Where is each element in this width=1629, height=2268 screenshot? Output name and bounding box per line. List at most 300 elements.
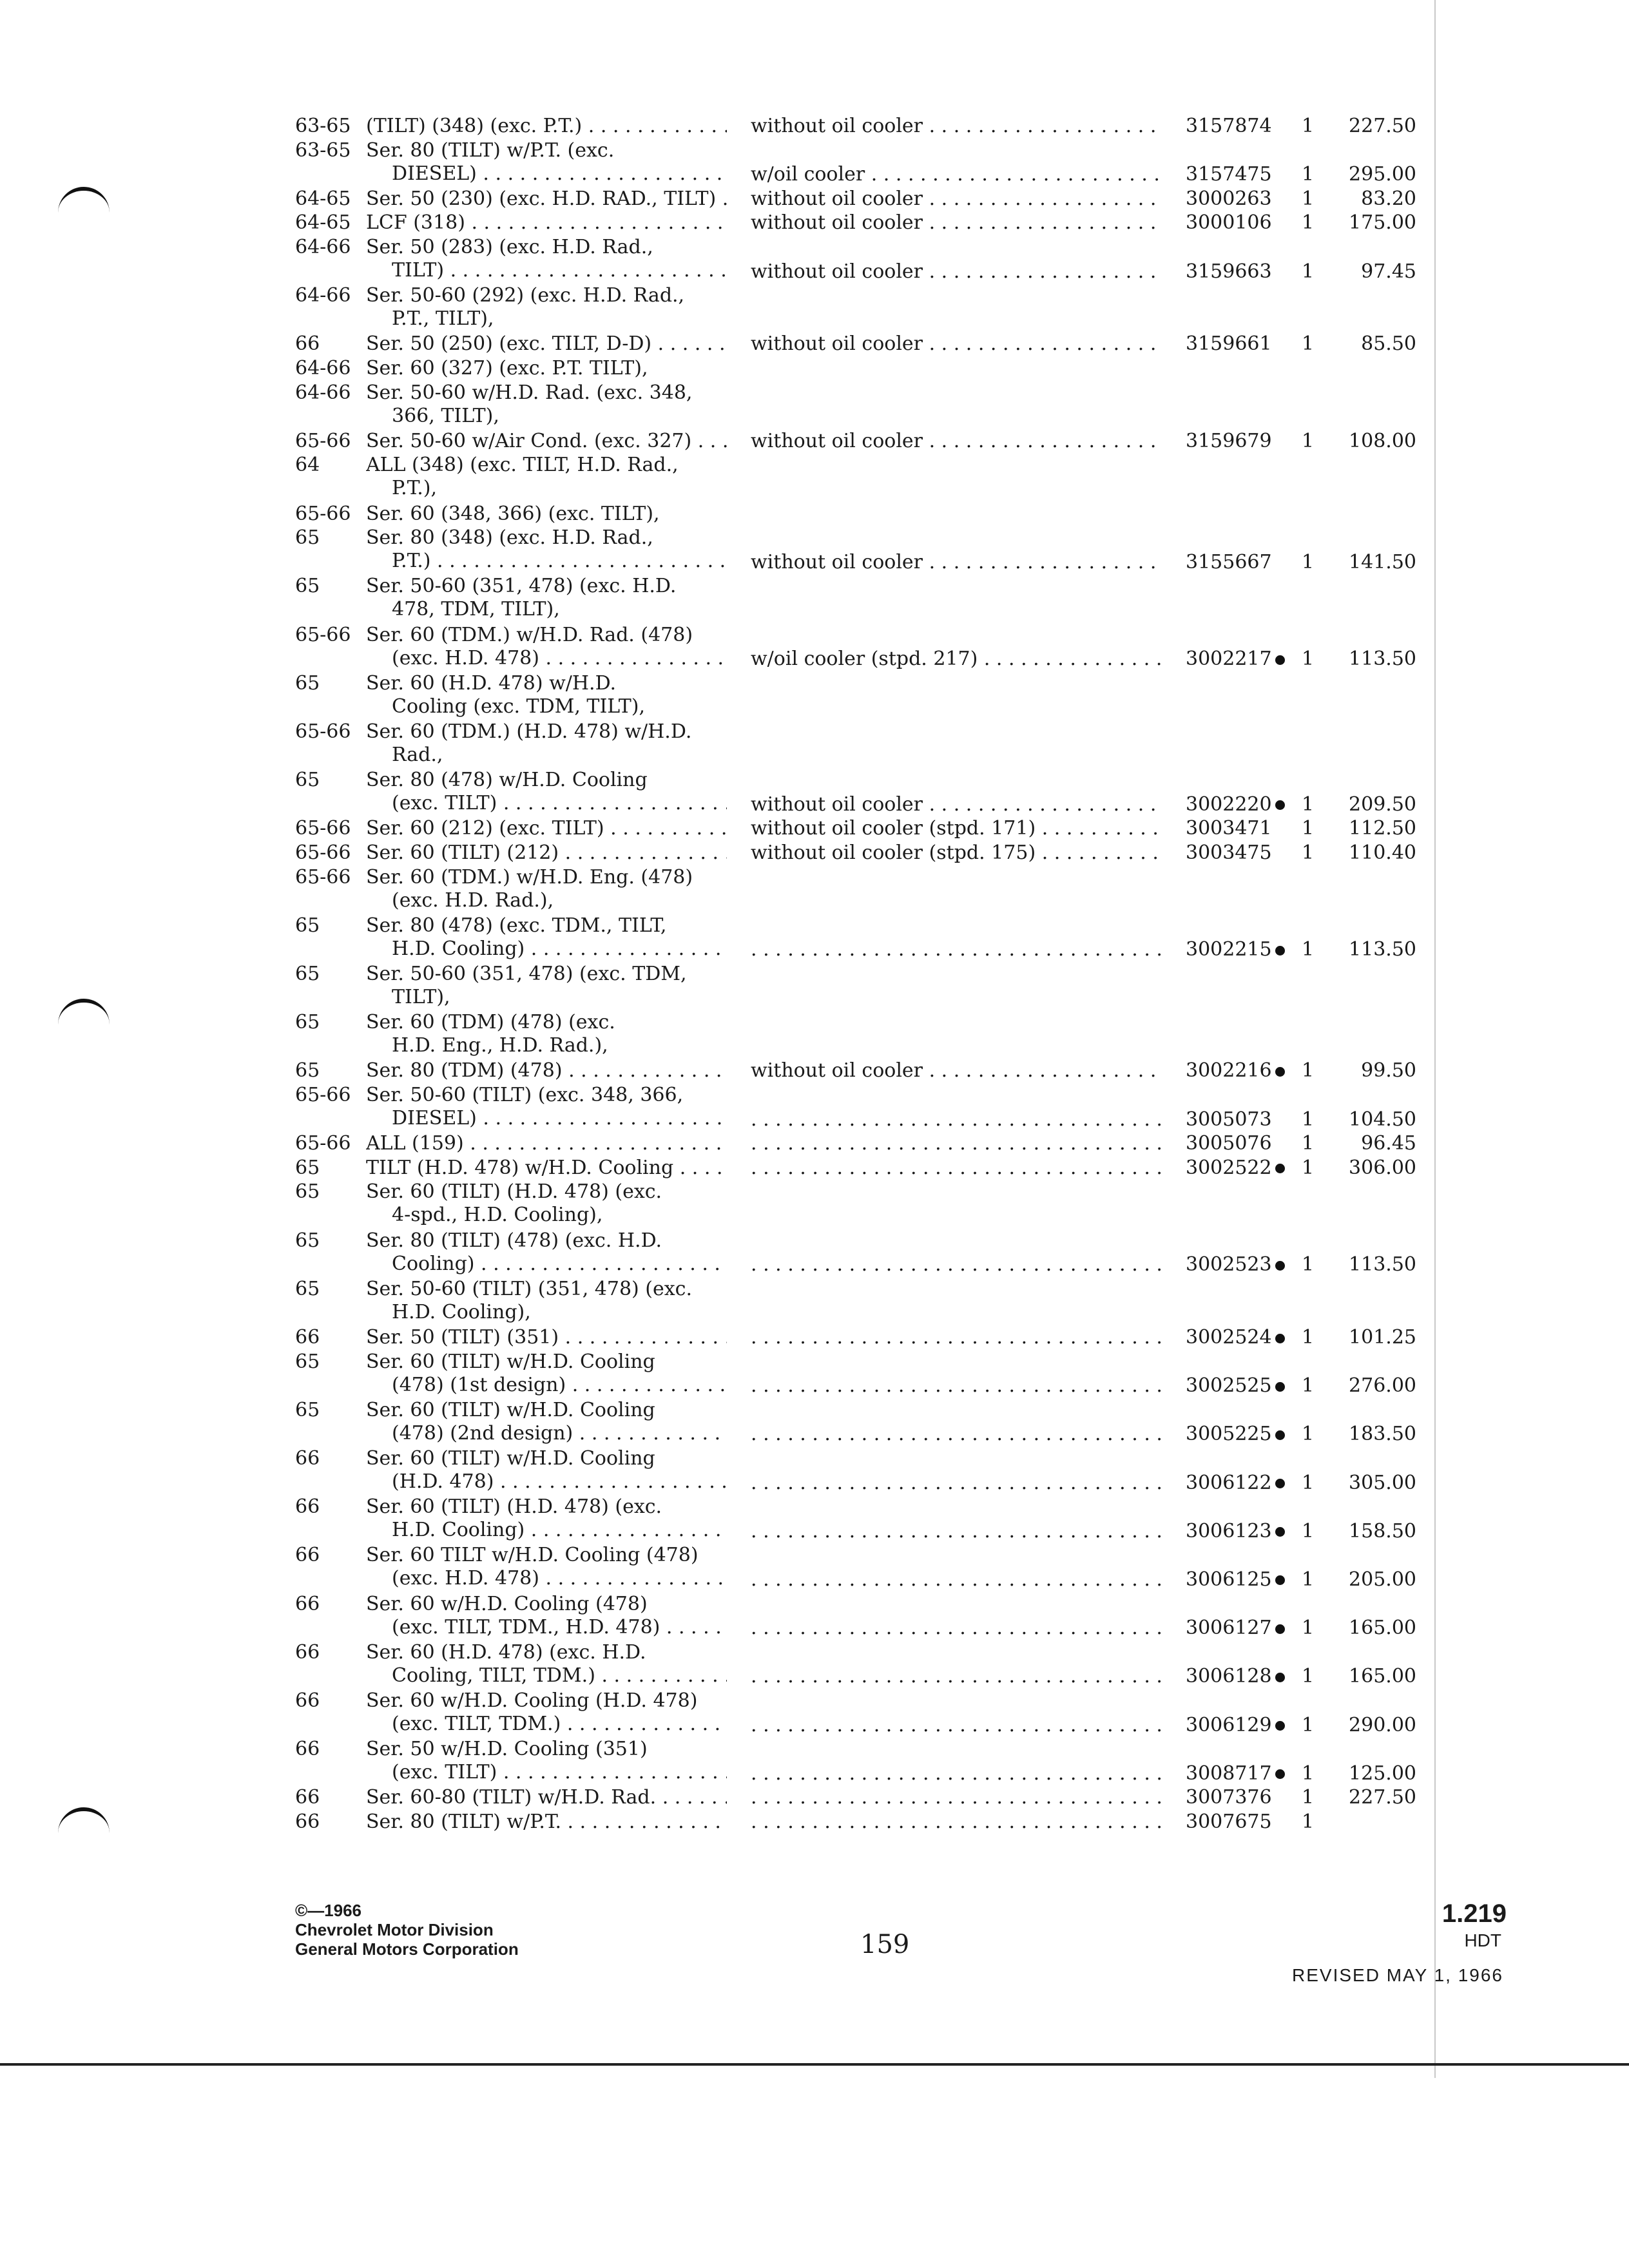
part-number bbox=[1186, 1108, 1272, 1131]
part-number-text: 3005073 bbox=[1186, 1108, 1272, 1131]
section-number: 1.219 bbox=[1441, 1899, 1507, 1928]
model-year: 64 bbox=[295, 454, 320, 477]
description-line: Ser. 60 (TDM.) w/H.D. Eng. (478) bbox=[366, 865, 693, 889]
model-year: 65 bbox=[295, 1180, 320, 1204]
description-line: H.D. Eng., H.D. Rad.), bbox=[392, 1034, 608, 1057]
bullet-icon bbox=[1275, 1430, 1285, 1440]
part-number bbox=[1186, 1786, 1272, 1809]
part-number-text: 3159661 bbox=[1186, 332, 1272, 356]
description-line: Ser. 50-60 w/H.D. Rad. (exc. 348, bbox=[366, 381, 693, 404]
oil-cooler-spec bbox=[751, 1568, 1163, 1591]
list-price: 165.00 bbox=[1349, 1665, 1416, 1688]
oil-cooler-spec bbox=[751, 1108, 1163, 1131]
description-line: TILT), bbox=[392, 986, 450, 1008]
application-description bbox=[366, 503, 727, 526]
application-description bbox=[366, 914, 727, 961]
bullet-icon bbox=[1275, 1067, 1285, 1077]
quantity: 1 bbox=[1302, 1374, 1315, 1398]
application-description bbox=[366, 211, 727, 235]
part-number-text: 3007675 bbox=[1186, 1811, 1272, 1833]
revised-date: REVISED MAY 1, 1966 bbox=[1292, 1965, 1503, 1985]
part-number-text: 3159663 bbox=[1186, 260, 1272, 283]
oil-cooler-spec: without oil cooler . . . bbox=[751, 430, 1163, 453]
model-year: 64-65 bbox=[295, 187, 351, 210]
oil-cooler-spec: without oil cooler (stpd. 175) . . . bbox=[751, 841, 1163, 865]
part-number bbox=[1186, 1132, 1272, 1155]
application-description bbox=[366, 284, 727, 331]
oil-cooler-spec bbox=[751, 1253, 1163, 1276]
model-year: 65 bbox=[295, 1398, 320, 1421]
description-line: Cooling (exc. TDM, TILT), bbox=[392, 695, 646, 718]
application-description bbox=[366, 1786, 727, 1809]
list-price: 96.45 bbox=[1361, 1132, 1416, 1155]
quantity: 1 bbox=[1302, 332, 1315, 356]
application-description bbox=[366, 841, 727, 865]
part-number bbox=[1186, 1617, 1285, 1640]
description-line: ALL (159) . . . bbox=[366, 1132, 727, 1155]
application-description bbox=[366, 332, 727, 356]
description-line: Ser. 60 (327) (exc. P.T. TILT), bbox=[366, 357, 648, 380]
list-price: 83.20 bbox=[1361, 187, 1416, 210]
quantity: 1 bbox=[1302, 1156, 1315, 1179]
description-line: Ser. 50 w/H.D. Cooling (351) bbox=[366, 1738, 648, 1761]
list-price: 141.50 bbox=[1349, 550, 1416, 573]
oil-cooler-spec bbox=[751, 1374, 1163, 1398]
application-description bbox=[366, 430, 727, 453]
bullet-icon bbox=[1275, 655, 1285, 665]
model-year: 66 bbox=[295, 1544, 320, 1567]
description-line: Ser. 60 (H.D. 478) w/H.D. bbox=[366, 671, 617, 695]
bullet-icon bbox=[1275, 1721, 1285, 1731]
description-line: P.T.) . . . bbox=[366, 550, 727, 573]
list-price: 305.00 bbox=[1349, 1471, 1416, 1494]
description-line: Ser. 60 (TDM.) w/H.D. Rad. (478) bbox=[366, 623, 693, 646]
application-description bbox=[366, 1180, 727, 1227]
list-price: 97.45 bbox=[1361, 260, 1416, 283]
description-line: (exc. TILT) . . . bbox=[366, 1761, 727, 1784]
description-line: Ser. 60 (TDM.) (H.D. 478) w/H.D. bbox=[366, 720, 692, 743]
part-number bbox=[1186, 1472, 1285, 1495]
part-number bbox=[1186, 1714, 1285, 1737]
list-price: 99.50 bbox=[1361, 1059, 1416, 1082]
list-price: 110.40 bbox=[1349, 841, 1416, 864]
part-number bbox=[1186, 1520, 1285, 1543]
description-line: Ser. 60 w/H.D. Cooling (478) bbox=[366, 1592, 648, 1615]
application-description bbox=[366, 1641, 727, 1687]
description-line: (exc. H.D. 478) . . . bbox=[366, 647, 727, 670]
application-description bbox=[366, 1495, 727, 1542]
application-description bbox=[366, 454, 727, 500]
list-price: 290.00 bbox=[1349, 1713, 1416, 1736]
part-number-text: 3006125 bbox=[1186, 1568, 1272, 1591]
description-line: Ser. 60 TILT w/H.D. Cooling (478) bbox=[366, 1544, 699, 1567]
description-line: Ser. 60 (TILT) w/H.D. Cooling bbox=[366, 1398, 655, 1421]
bullet-icon bbox=[1275, 1334, 1285, 1343]
oil-cooler-spec: without oil cooler . . . bbox=[751, 551, 1163, 574]
description-line: Ser. 60 (TILT) (H.D. 478) (exc. bbox=[366, 1495, 662, 1519]
list-price: 227.50 bbox=[1349, 115, 1416, 137]
application-description bbox=[366, 526, 727, 573]
model-year: 64-66 bbox=[295, 381, 351, 404]
model-year: 66 bbox=[295, 332, 320, 356]
part-number-text: 3002522 bbox=[1186, 1156, 1272, 1179]
description-line: Ser. 80 (478) (exc. TDM., TILT, bbox=[366, 914, 667, 937]
list-price: 306.00 bbox=[1349, 1156, 1416, 1179]
list-price: 104.50 bbox=[1349, 1108, 1416, 1131]
description-line: (exc. H.D. 478) . . . bbox=[366, 1567, 727, 1590]
description-line: (exc. H.D. Rad.), bbox=[392, 889, 554, 912]
part-number-text: 3006123 bbox=[1186, 1519, 1272, 1542]
description-line: Ser. 60 (TILT) w/H.D. Cooling bbox=[366, 1447, 655, 1470]
application-description bbox=[366, 187, 727, 211]
oil-cooler-spec: without oil cooler . . . bbox=[751, 211, 1163, 235]
part-number bbox=[1186, 1568, 1285, 1591]
part-number bbox=[1186, 260, 1272, 284]
description-line: Ser. 60 w/H.D. Cooling (H.D. 478) bbox=[366, 1689, 698, 1712]
quantity: 1 bbox=[1302, 817, 1315, 840]
application-description bbox=[366, 1811, 727, 1834]
model-year: 66 bbox=[295, 1326, 320, 1349]
part-number-text: 3006129 bbox=[1186, 1713, 1272, 1736]
application-description bbox=[366, 1593, 727, 1639]
model-year: 64-66 bbox=[295, 357, 351, 380]
description-line: Ser. 50-60 (292) (exc. H.D. Rad., bbox=[366, 284, 685, 307]
part-number-text: 3159679 bbox=[1186, 429, 1272, 452]
model-year: 65-66 bbox=[295, 429, 351, 452]
oil-cooler-spec: without oil cooler . . . bbox=[751, 332, 1163, 356]
description-line: DIESEL) . . . bbox=[366, 162, 727, 186]
list-price: 165.00 bbox=[1349, 1617, 1416, 1640]
list-price: 108.00 bbox=[1349, 429, 1416, 452]
part-number bbox=[1186, 1811, 1272, 1834]
oil-cooler-spec: without oil cooler . . . bbox=[751, 793, 1163, 816]
part-number bbox=[1186, 187, 1272, 211]
model-year: 66 bbox=[295, 1786, 320, 1809]
part-number bbox=[1186, 332, 1272, 356]
part-number bbox=[1186, 841, 1272, 865]
oil-cooler-spec: without oil cooler (stpd. 171) . . . bbox=[751, 817, 1163, 840]
oil-cooler-spec bbox=[751, 1762, 1163, 1785]
oil-cooler-spec bbox=[751, 1617, 1163, 1640]
list-price: 276.00 bbox=[1349, 1374, 1416, 1398]
quantity: 1 bbox=[1302, 429, 1315, 452]
application-description bbox=[366, 139, 727, 186]
description-line: P.T., TILT), bbox=[392, 307, 494, 331]
part-number-text: 3002217 bbox=[1186, 648, 1272, 671]
description-line: Ser. 50-60 (TILT) (351, 478) (exc. bbox=[366, 1277, 692, 1300]
model-year: 64-66 bbox=[295, 284, 351, 307]
application-description bbox=[366, 357, 727, 380]
description-line: Ser. 60 (H.D. 478) (exc. H.D. bbox=[366, 1640, 646, 1664]
part-number bbox=[1186, 1423, 1285, 1446]
model-year: 66 bbox=[295, 1811, 320, 1833]
bottom-rule bbox=[0, 2063, 1629, 2066]
part-number bbox=[1186, 430, 1272, 453]
part-number bbox=[1186, 1059, 1285, 1082]
application-description bbox=[366, 1738, 727, 1784]
list-price: 175.00 bbox=[1349, 211, 1416, 235]
oil-cooler-spec bbox=[751, 938, 1163, 961]
model-year: 65-66 bbox=[295, 865, 351, 889]
description-line: Ser. 50 (250) (exc. TILT, D-D) . . . bbox=[366, 332, 727, 356]
description-line: H.D. Cooling), bbox=[392, 1300, 531, 1323]
quantity: 1 bbox=[1302, 1253, 1315, 1276]
description-line: Rad., bbox=[392, 744, 443, 766]
model-year: 65-66 bbox=[295, 1132, 351, 1155]
quantity: 1 bbox=[1302, 1762, 1315, 1785]
bullet-icon bbox=[1275, 1673, 1285, 1682]
part-number-text: 3002215 bbox=[1186, 938, 1272, 961]
application-description bbox=[366, 381, 727, 428]
application-description bbox=[366, 575, 727, 621]
part-number-text: 3157475 bbox=[1186, 163, 1272, 186]
part-number bbox=[1186, 1374, 1285, 1398]
list-price: 158.50 bbox=[1349, 1519, 1416, 1542]
part-number-text: 3006127 bbox=[1186, 1617, 1272, 1640]
model-year: 65-66 bbox=[295, 817, 351, 840]
part-number-text: 3006122 bbox=[1186, 1471, 1272, 1494]
application-description bbox=[366, 1350, 727, 1397]
list-price: 295.00 bbox=[1349, 163, 1416, 186]
model-year: 64-66 bbox=[295, 236, 351, 258]
quantity: 1 bbox=[1302, 211, 1315, 235]
model-year: 63-65 bbox=[295, 139, 351, 162]
quantity: 1 bbox=[1302, 1108, 1315, 1131]
description-line: (exc. TILT) . . . bbox=[366, 792, 727, 815]
oil-cooler-spec bbox=[751, 1520, 1163, 1543]
list-price: 112.50 bbox=[1349, 817, 1416, 840]
quantity: 1 bbox=[1302, 1665, 1315, 1688]
list-price: 101.25 bbox=[1349, 1326, 1416, 1349]
list-price: 183.50 bbox=[1349, 1423, 1416, 1446]
application-description bbox=[366, 1011, 727, 1057]
description-line: DIESEL) . . . bbox=[366, 1107, 727, 1130]
description-line: TILT) . . . bbox=[366, 259, 727, 282]
oil-cooler-spec bbox=[751, 1786, 1163, 1809]
application-description bbox=[366, 236, 727, 282]
oil-cooler-spec: w/oil cooler . . . bbox=[751, 163, 1163, 186]
oil-cooler-spec bbox=[751, 1665, 1163, 1688]
description-line: Ser. 50-60 (351, 478) (exc. TDM, bbox=[366, 963, 687, 985]
oil-cooler-spec: without oil cooler . . . bbox=[751, 115, 1163, 138]
section-code: HDT bbox=[1464, 1930, 1501, 1950]
oil-cooler-spec bbox=[751, 1326, 1163, 1349]
part-number-text: 3002220 bbox=[1186, 793, 1272, 816]
part-number bbox=[1186, 1253, 1285, 1276]
model-year: 65 bbox=[295, 1350, 320, 1373]
description-line: Ser. 60 (TDM) (478) (exc. bbox=[366, 1011, 615, 1034]
part-number-text: 3003475 bbox=[1186, 841, 1272, 864]
description-line: Ser. 80 (478) w/H.D. Cooling bbox=[366, 769, 648, 792]
bullet-icon bbox=[1275, 1527, 1285, 1537]
part-number-text: 3155667 bbox=[1186, 550, 1272, 573]
oil-cooler-spec: without oil cooler . . . bbox=[751, 1059, 1163, 1082]
quantity: 1 bbox=[1302, 1568, 1315, 1591]
part-number bbox=[1186, 793, 1285, 816]
description-line: Ser. 60-80 (TILT) w/H.D. Rad. . . . bbox=[366, 1786, 727, 1809]
description-line: P.T.), bbox=[392, 477, 438, 500]
description-line: Ser. 80 (TDM) (478) . . . bbox=[366, 1059, 727, 1082]
oil-cooler-spec bbox=[751, 1132, 1163, 1155]
quantity: 1 bbox=[1302, 1471, 1315, 1494]
description-line: (exc. TILT, TDM., H.D. 478) . . . bbox=[366, 1616, 727, 1639]
description-line: (exc. TILT, TDM.) . . . bbox=[366, 1713, 727, 1736]
application-description bbox=[366, 866, 727, 912]
part-number bbox=[1186, 551, 1272, 574]
model-year: 65 bbox=[295, 1156, 320, 1179]
model-year: 65 bbox=[295, 1011, 320, 1034]
description-line: Cooling, TILT, TDM.) . . . bbox=[366, 1664, 727, 1687]
model-year: 63-65 bbox=[295, 115, 351, 137]
description-line: (478) (1st design) . . . bbox=[366, 1374, 727, 1397]
model-year: 65-66 bbox=[295, 841, 351, 864]
quantity: 1 bbox=[1302, 260, 1315, 283]
list-price: 209.50 bbox=[1349, 793, 1416, 816]
application-description bbox=[366, 1447, 727, 1494]
application-description bbox=[366, 1229, 727, 1276]
description-line: Ser. 80 (TILT) w/P.T. . . . bbox=[366, 1811, 727, 1834]
application-description bbox=[366, 1278, 727, 1324]
description-line: Cooling) . . . bbox=[366, 1253, 727, 1276]
model-year: 66 bbox=[295, 1495, 320, 1519]
model-year: 65 bbox=[295, 1229, 320, 1252]
model-year: 64-65 bbox=[295, 211, 351, 235]
description-line: H.D. Cooling) . . . bbox=[366, 1519, 727, 1542]
application-description bbox=[366, 1157, 727, 1180]
list-price: 113.50 bbox=[1349, 938, 1416, 961]
description-line: Ser. 50 (283) (exc. H.D. Rad., bbox=[366, 236, 653, 258]
model-year: 65 bbox=[295, 1059, 320, 1082]
model-year: 65 bbox=[295, 671, 320, 695]
description-line: 4-spd., H.D. Cooling), bbox=[392, 1204, 603, 1227]
application-description bbox=[366, 769, 727, 815]
model-year: 65 bbox=[295, 914, 320, 937]
model-year: 65 bbox=[295, 526, 320, 550]
quantity: 1 bbox=[1302, 1617, 1315, 1640]
part-number-text: 3000106 bbox=[1186, 211, 1272, 235]
part-number-text: 3157874 bbox=[1186, 115, 1272, 137]
copyright-text: ©—1966 bbox=[295, 1901, 361, 1920]
model-year: 66 bbox=[295, 1689, 320, 1712]
part-number-text: 3003471 bbox=[1186, 817, 1272, 840]
model-year: 66 bbox=[295, 1447, 320, 1470]
part-number-text: 3002524 bbox=[1186, 1326, 1272, 1349]
part-number bbox=[1186, 648, 1285, 671]
quantity: 1 bbox=[1302, 1786, 1315, 1809]
description-line: 478, TDM, TILT), bbox=[392, 598, 560, 621]
description-line: TILT (H.D. 478) w/H.D. Cooling . . . bbox=[366, 1157, 727, 1180]
quantity: 1 bbox=[1302, 1423, 1315, 1446]
list-price: 205.00 bbox=[1349, 1568, 1416, 1591]
list-price: 125.00 bbox=[1349, 1762, 1416, 1785]
description-line: (TILT) (348) (exc. P.T.) . . . bbox=[366, 115, 727, 138]
description-line: Ser. 80 (348) (exc. H.D. Rad., bbox=[366, 526, 653, 550]
quantity: 1 bbox=[1302, 187, 1315, 210]
quantity: 1 bbox=[1302, 648, 1315, 671]
model-year: 66 bbox=[295, 1738, 320, 1761]
description-line: Ser. 80 (TILT) (478) (exc. H.D. bbox=[366, 1229, 662, 1252]
bullet-icon bbox=[1275, 1624, 1285, 1634]
description-line: LCF (318) . . . bbox=[366, 211, 727, 235]
part-number bbox=[1186, 163, 1272, 186]
quantity: 1 bbox=[1302, 1811, 1315, 1833]
oil-cooler-spec bbox=[751, 1157, 1163, 1180]
quantity: 1 bbox=[1302, 1713, 1315, 1736]
quantity: 1 bbox=[1302, 1326, 1315, 1349]
bullet-icon bbox=[1275, 1164, 1285, 1173]
list-price: 113.50 bbox=[1349, 1253, 1416, 1276]
application-description bbox=[366, 1399, 727, 1445]
application-description bbox=[366, 1059, 727, 1082]
description-line: ALL (348) (exc. TILT, H.D. Rad., bbox=[366, 454, 679, 477]
bullet-icon bbox=[1275, 1769, 1285, 1779]
model-year: 66 bbox=[295, 1592, 320, 1615]
quantity: 1 bbox=[1302, 1519, 1315, 1542]
description-line: Ser. 60 (TILT) w/H.D. Cooling bbox=[366, 1350, 655, 1373]
description-line: Ser. 60 (TILT) (H.D. 478) (exc. bbox=[366, 1180, 662, 1204]
quantity: 1 bbox=[1302, 115, 1315, 137]
oil-cooler-spec bbox=[751, 1423, 1163, 1446]
part-number bbox=[1186, 938, 1285, 961]
model-year: 65-66 bbox=[295, 502, 351, 525]
description-line: H.D. Cooling) . . . bbox=[366, 937, 727, 961]
description-line: Ser. 50-60 w/Air Cond. (exc. 327) . . . bbox=[366, 430, 727, 453]
application-description bbox=[366, 1689, 727, 1736]
application-description bbox=[366, 1326, 727, 1349]
description-line: Ser. 60 (TILT) (212) . . . bbox=[366, 841, 727, 865]
model-year: 65 bbox=[295, 963, 320, 985]
description-line: Ser. 50-60 (351, 478) (exc. H.D. bbox=[366, 575, 677, 598]
model-year: 65 bbox=[295, 1277, 320, 1300]
part-number bbox=[1186, 817, 1272, 840]
bullet-icon bbox=[1275, 1575, 1285, 1585]
quantity: 1 bbox=[1302, 163, 1315, 186]
description-line: (H.D. 478) . . . bbox=[366, 1470, 727, 1494]
application-description bbox=[366, 672, 727, 718]
part-number-text: 3007376 bbox=[1186, 1786, 1272, 1809]
footer-publisher bbox=[295, 1901, 519, 1959]
part-number-text: 3000263 bbox=[1186, 187, 1272, 210]
description-line: Ser. 50 (230) (exc. H.D. RAD., TILT) . . . bbox=[366, 187, 727, 211]
quantity: 1 bbox=[1302, 1132, 1315, 1155]
model-year: 65-66 bbox=[295, 623, 351, 646]
part-number bbox=[1186, 1762, 1285, 1785]
model-year: 65 bbox=[295, 769, 320, 792]
quantity: 1 bbox=[1302, 793, 1315, 816]
part-number bbox=[1186, 1326, 1285, 1349]
quantity: 1 bbox=[1302, 841, 1315, 864]
model-year: 65-66 bbox=[295, 720, 351, 743]
part-number bbox=[1186, 115, 1272, 138]
application-description bbox=[366, 1544, 727, 1590]
bullet-icon bbox=[1275, 800, 1285, 810]
application-description bbox=[366, 1084, 727, 1130]
bullet-icon bbox=[1275, 1382, 1285, 1392]
corporation-text: General Motors Corporation bbox=[295, 1939, 519, 1959]
model-year: 65 bbox=[295, 575, 320, 598]
bullet-icon bbox=[1275, 1479, 1285, 1488]
part-number-text: 3008717 bbox=[1186, 1762, 1272, 1785]
application-description bbox=[366, 624, 727, 670]
oil-cooler-spec: w/oil cooler (stpd. 217) . . . bbox=[751, 648, 1163, 671]
division-text: Chevrolet Motor Division bbox=[295, 1920, 494, 1939]
oil-cooler-spec: without oil cooler . . . bbox=[751, 260, 1163, 284]
description-line: Ser. 50 (TILT) (351) . . . bbox=[366, 1326, 727, 1349]
part-number-text: 3002523 bbox=[1186, 1253, 1272, 1276]
oil-cooler-spec bbox=[751, 1472, 1163, 1495]
application-description bbox=[366, 963, 727, 1009]
part-number bbox=[1186, 1665, 1285, 1688]
